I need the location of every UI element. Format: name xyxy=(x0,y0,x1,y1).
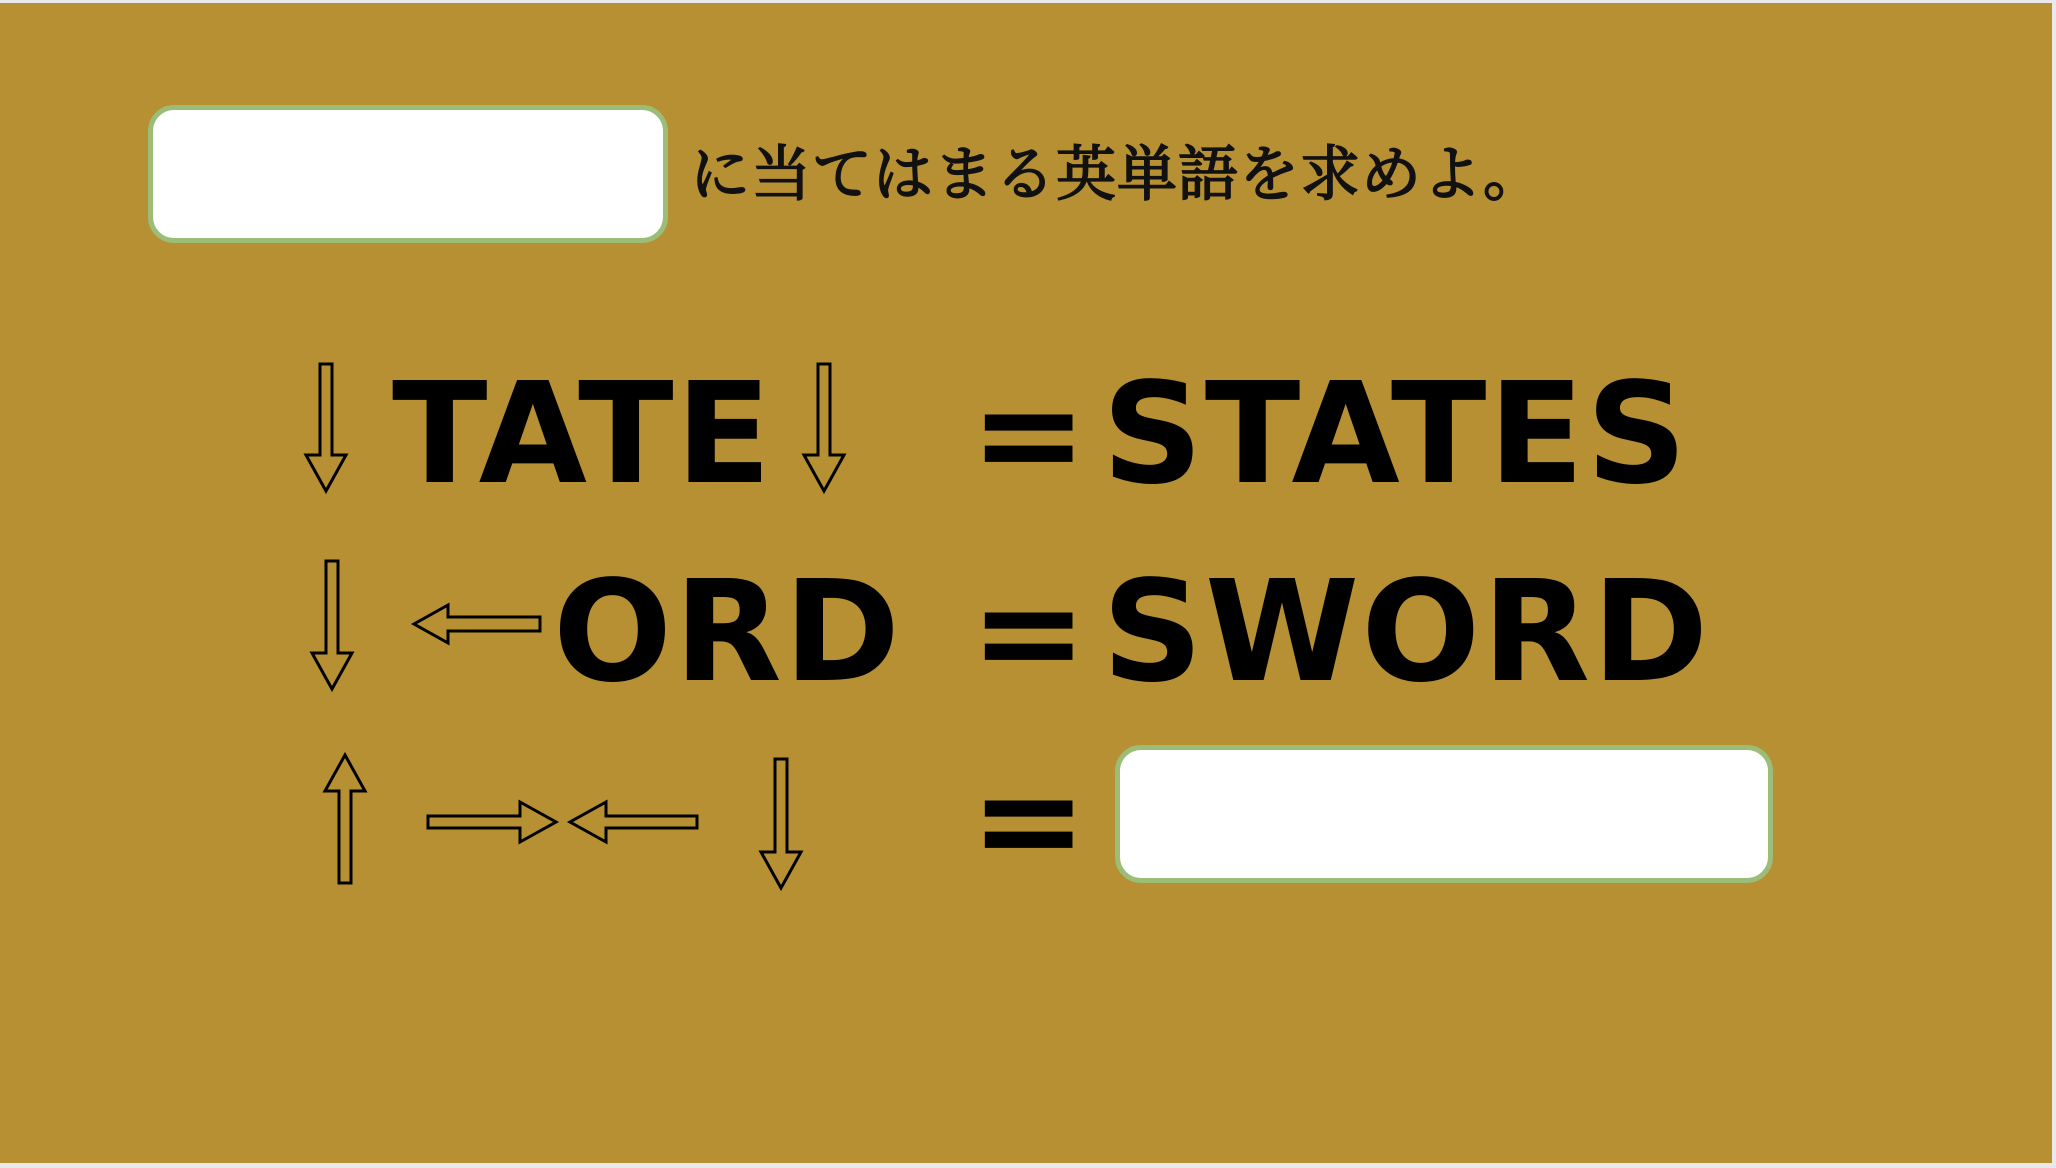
arrow-symbols xyxy=(0,3,2052,1163)
up-arrow-icon xyxy=(325,755,365,883)
row3-equals: = xyxy=(970,739,1088,902)
left-arrow-icon xyxy=(570,802,697,842)
down-arrow-icon xyxy=(804,364,844,491)
row2-word: ORD xyxy=(553,551,903,714)
down-arrow-icon xyxy=(306,364,346,491)
right-arrow-icon xyxy=(428,802,556,842)
row1-word: TATE xyxy=(392,353,774,516)
row2-result: SWORD xyxy=(1102,551,1711,714)
row1-equals: = xyxy=(970,353,1088,516)
instruction-text: に当てはまる英単語を求めよ。 xyxy=(690,140,1544,210)
left-arrow-icon xyxy=(414,605,540,643)
row1-result: STATES xyxy=(1102,353,1689,516)
puzzle-slide xyxy=(0,3,2052,1163)
down-arrow-icon xyxy=(312,561,352,689)
down-arrow-icon xyxy=(761,759,801,888)
row2-equals: = xyxy=(970,551,1088,714)
